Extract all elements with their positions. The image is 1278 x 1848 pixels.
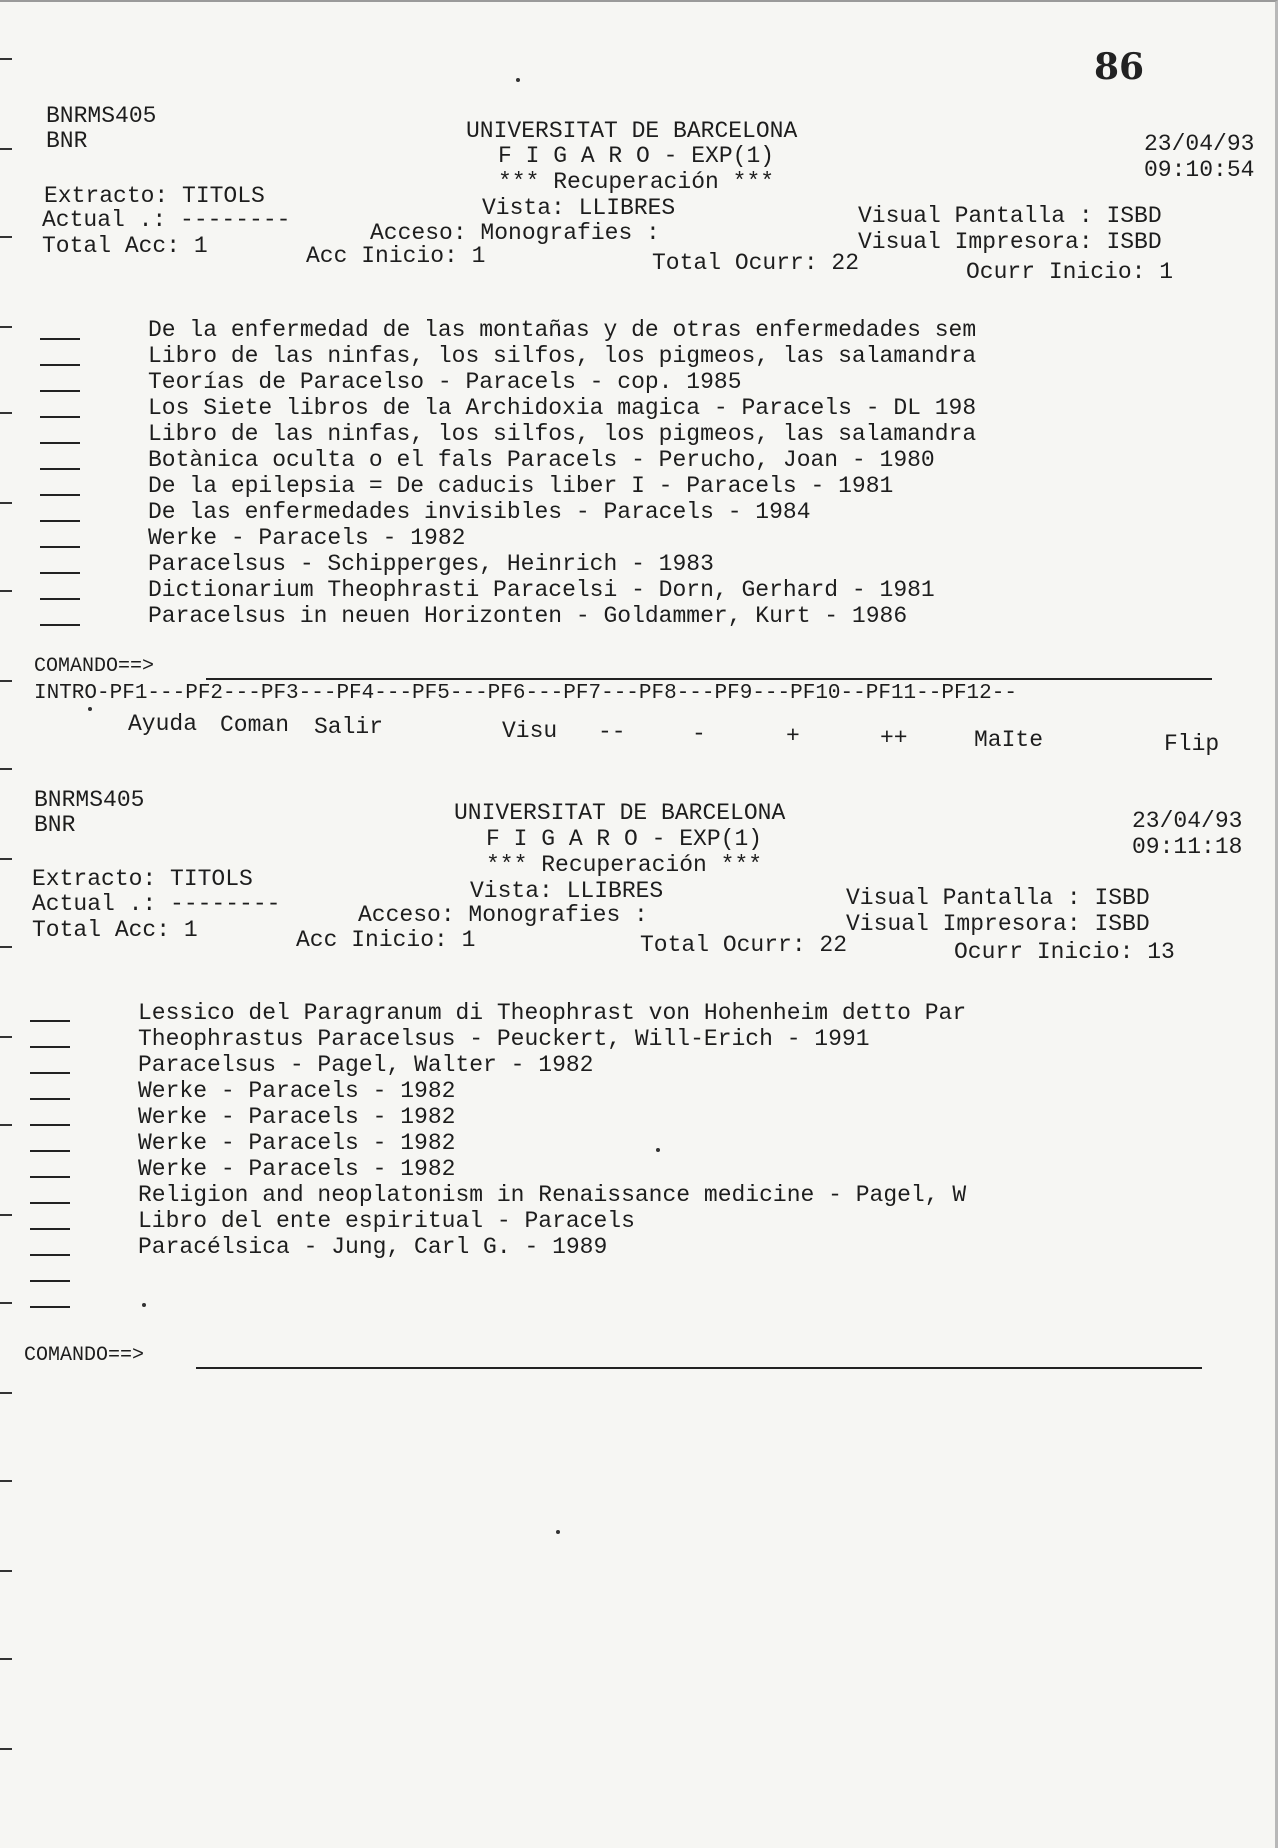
actual-field: Actual .: -------- xyxy=(42,207,291,233)
total-acc-field: Total Acc: 1 xyxy=(32,917,198,943)
actual-field: Actual .: -------- xyxy=(32,891,281,917)
extract-field: Extracto: TITOLS xyxy=(32,866,253,892)
command-label: COMANDO==> xyxy=(34,655,155,678)
result-row[interactable]: Lessico del Paragranum di Theophrast von Hohenheim detto Par xyxy=(138,1000,967,1026)
result-row[interactable]: Dictionarium Theophrasti Paracelsi - Dorn, Gerhard - 1981 xyxy=(148,577,935,603)
margin-tick xyxy=(0,1480,12,1482)
result-row[interactable]: Libro de las ninfas, los silfos, los pigmeos, las salamandra xyxy=(148,421,977,447)
selection-field[interactable] xyxy=(30,1046,70,1048)
system-title: F I G A R O - EXP(1) xyxy=(486,826,763,852)
selection-field[interactable] xyxy=(30,1072,70,1074)
result-row[interactable]: Los Siete libros de la Archidoxia magica - Paracels - DL 198 xyxy=(148,395,977,421)
program-id: BNRMS405 xyxy=(34,787,145,813)
result-row[interactable]: Religion and neoplatonism in Renaissance medicine - Pagel, W xyxy=(138,1182,967,1208)
selection-field[interactable] xyxy=(30,1228,70,1230)
selection-field[interactable] xyxy=(40,390,80,392)
scan-speck xyxy=(142,1303,146,1307)
vista-field: Vista: LLIBRES xyxy=(470,878,664,904)
margin-tick xyxy=(0,1124,12,1126)
margin-tick xyxy=(0,1570,12,1572)
time: 09:11:18 xyxy=(1132,834,1243,860)
institution-title: UNIVERSITAT DE BARCELONA xyxy=(466,118,798,144)
acceso-field: Acceso: Monografies : xyxy=(358,902,648,928)
margin-tick xyxy=(0,1748,12,1750)
pf8-next-key[interactable]: + xyxy=(786,723,800,749)
scan-speck xyxy=(556,1530,560,1534)
selection-field[interactable] xyxy=(30,1254,70,1256)
selection-field[interactable] xyxy=(40,572,80,574)
selection-field[interactable] xyxy=(30,1280,70,1282)
extract-field: Extracto: TITOLS xyxy=(44,183,265,209)
institution-title: UNIVERSITAT DE BARCELONA xyxy=(454,800,786,826)
result-row[interactable]: Paracélsica - Jung, Carl G. - 1989 xyxy=(138,1234,608,1260)
result-row[interactable]: Paracelsus - Schipperges, Heinrich - 1983 xyxy=(148,551,714,577)
visual-pantalla-field: Visual Pantalla : ISBD xyxy=(846,885,1150,911)
acceso-field: Acceso: Monografies : xyxy=(370,220,660,246)
selection-field[interactable] xyxy=(40,494,80,496)
selection-field[interactable] xyxy=(30,1176,70,1178)
pf5-view-key[interactable]: Visu xyxy=(502,718,558,744)
time: 09:10:54 xyxy=(1144,157,1255,183)
command-input[interactable] xyxy=(196,1367,1202,1369)
result-row[interactable]: Libro de las ninfas, los silfos, los pigmeos, las salamandra xyxy=(148,343,977,369)
margin-tick xyxy=(0,1214,12,1216)
pf2-command-key[interactable]: Coman xyxy=(220,712,290,738)
result-row[interactable]: De la epilepsia = De caducis liber I - Paracels - 1981 xyxy=(148,473,894,499)
margin-tick xyxy=(0,946,12,948)
pf12-flip-key[interactable]: Flip xyxy=(1164,731,1220,757)
pf3-exit-key[interactable]: Salir xyxy=(314,714,384,740)
selection-field[interactable] xyxy=(40,546,80,548)
margin-tick xyxy=(0,858,12,860)
result-row[interactable]: Werke - Paracels - 1982 xyxy=(138,1156,456,1182)
margin-tick xyxy=(0,1036,12,1038)
result-row[interactable]: Werke - Paracels - 1982 xyxy=(138,1104,456,1130)
visual-impresora-field: Visual Impresora: ISBD xyxy=(846,911,1150,937)
selection-field[interactable] xyxy=(40,442,80,444)
system-title: F I G A R O - EXP(1) xyxy=(498,143,775,169)
program-id: BNRMS405 xyxy=(46,103,157,129)
acc-inicio-field: Acc Inicio: 1 xyxy=(296,927,476,953)
margin-tick xyxy=(0,236,12,238)
margin-tick xyxy=(0,768,12,770)
pf6-first-key[interactable]: -- xyxy=(598,719,626,745)
total-acc-field: Total Acc: 1 xyxy=(42,233,208,259)
total-ocurr-field: Total Ocurr: 22 xyxy=(640,932,848,958)
mode-title: *** Recuperación *** xyxy=(498,169,775,195)
library-code: BNR xyxy=(34,812,76,838)
scan-speck xyxy=(656,1148,660,1152)
margin-tick xyxy=(0,680,12,682)
selection-field[interactable] xyxy=(30,1020,70,1022)
scan-speck xyxy=(516,78,520,82)
result-row[interactable]: Paracelsus in neuen Horizonten - Goldammer, Kurt - 1986 xyxy=(148,603,908,629)
visual-pantalla-field: Visual Pantalla : ISBD xyxy=(858,203,1162,229)
selection-field[interactable] xyxy=(40,338,80,340)
pf9-last-key[interactable]: ++ xyxy=(880,725,908,751)
result-row[interactable]: Werke - Paracels - 1982 xyxy=(138,1078,456,1104)
selection-field[interactable] xyxy=(40,364,80,366)
pf1-help-key[interactable]: Ayuda xyxy=(128,711,198,737)
selection-field[interactable] xyxy=(40,416,80,418)
selection-field[interactable] xyxy=(30,1098,70,1100)
margin-tick xyxy=(0,590,12,592)
scan-speck xyxy=(88,707,92,711)
result-row[interactable]: Teorías de Paracelso - Paracels - cop. 1985 xyxy=(148,369,742,395)
command-input[interactable] xyxy=(206,678,1212,680)
result-row[interactable]: De las enfermedades invisibles - Paracels - 1984 xyxy=(148,499,811,525)
page-number: 86 xyxy=(1094,46,1145,88)
margin-tick xyxy=(0,1302,12,1304)
selection-field[interactable] xyxy=(30,1306,70,1308)
margin-tick xyxy=(0,1392,12,1394)
pf10-maite-key[interactable]: MaIte xyxy=(974,727,1044,753)
selection-field[interactable] xyxy=(40,598,80,600)
result-row[interactable]: Libro del ente espiritual - Paracels xyxy=(138,1208,635,1234)
command-label: COMANDO==> xyxy=(24,1344,145,1367)
margin-tick xyxy=(0,502,12,504)
visual-impresora-field: Visual Impresora: ISBD xyxy=(858,229,1162,255)
total-ocurr-field: Total Ocurr: 22 xyxy=(652,250,860,276)
result-row[interactable]: Botànica oculta o el fals Paracels - Perucho, Joan - 1980 xyxy=(148,447,935,473)
result-row[interactable]: Werke - Paracels - 1982 xyxy=(138,1130,456,1156)
acc-inicio-field: Acc Inicio: 1 xyxy=(306,243,486,269)
ocurr-inicio-field: Ocurr Inicio: 13 xyxy=(954,939,1175,965)
margin-tick xyxy=(0,1658,12,1660)
selection-field[interactable] xyxy=(40,520,80,522)
margin-tick xyxy=(0,326,12,328)
pf-key-header: INTRO-PF1---PF2---PF3---PF4---PF5---PF6---PF7---PF8---PF9---PF10--PF11--PF12-- xyxy=(34,682,1017,705)
selection-field[interactable] xyxy=(40,468,80,470)
selection-field[interactable] xyxy=(30,1124,70,1126)
result-row[interactable]: Werke - Paracels - 1982 xyxy=(148,525,466,551)
result-row[interactable]: De la enfermedad de las montañas y de otras enfermedades sem xyxy=(148,317,977,343)
margin-tick xyxy=(0,412,12,414)
margin-tick xyxy=(0,58,12,60)
vista-field: Vista: LLIBRES xyxy=(482,195,676,221)
selection-field[interactable] xyxy=(40,624,80,626)
mode-title: *** Recuperación *** xyxy=(486,852,763,878)
result-row[interactable]: Theophrastus Paracelsus - Peuckert, Will-Erich - 1991 xyxy=(138,1026,870,1052)
pf7-prev-key[interactable]: - xyxy=(692,721,706,747)
date: 23/04/93 xyxy=(1144,131,1255,157)
selection-field[interactable] xyxy=(30,1150,70,1152)
date: 23/04/93 xyxy=(1132,808,1243,834)
margin-tick xyxy=(0,148,12,150)
result-row[interactable]: Paracelsus - Pagel, Walter - 1982 xyxy=(138,1052,594,1078)
library-code: BNR xyxy=(46,128,88,154)
selection-field[interactable] xyxy=(30,1202,70,1204)
ocurr-inicio-field: Ocurr Inicio: 1 xyxy=(966,259,1174,285)
